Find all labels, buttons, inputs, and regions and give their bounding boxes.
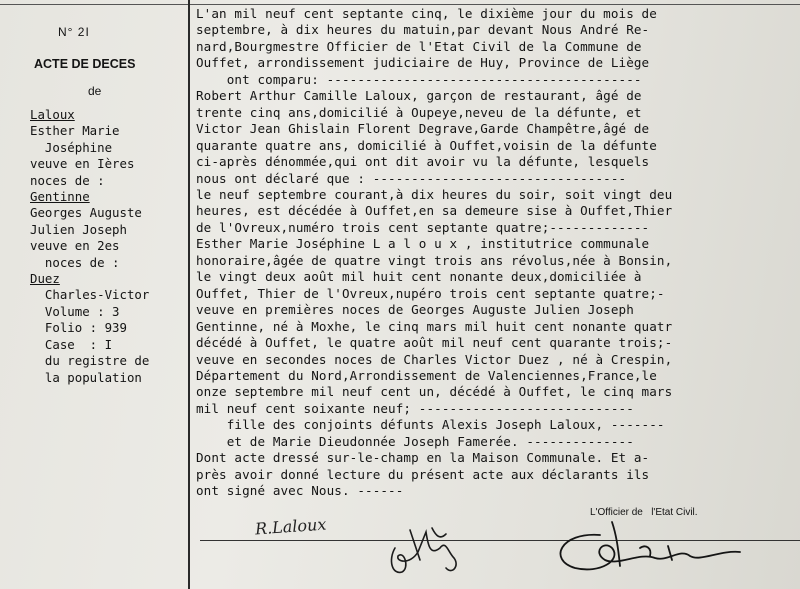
margin-line: Gentinne xyxy=(30,189,90,205)
body-line: heures, est décédée à Ouffet,en sa demeure sise à Ouffet,Thier xyxy=(196,203,673,219)
body-line: décédé à Ouffet, le quatre août mil neuf cent quarante trois;- xyxy=(196,335,673,351)
body-line: Robert Arthur Camille Laloux, garçon de restaurant, âgé de xyxy=(196,88,642,104)
margin-line: veuve en 2es xyxy=(30,238,120,254)
body-line: Gentinne, né à Moxhe, le cinq mars mil huit cent nonante quatr xyxy=(196,318,673,334)
margin-line: Laloux xyxy=(30,107,75,122)
body-line: Esther Marie Joséphine L a l o u x , institutrice communale xyxy=(196,236,650,252)
margin-line: veuve en Ières xyxy=(30,156,135,172)
margin-line: noces de : xyxy=(30,172,105,188)
body-line: mil neuf cent soixante neuf; ---------------------------- xyxy=(196,400,634,416)
act-number: N° 2I xyxy=(58,25,90,39)
body-line: le vingt deux août mil huit cent nonante deux,domiciliée à xyxy=(196,269,642,285)
body-line: et de Marie Dieudonnée Joseph Famerée. -------------- xyxy=(196,433,634,449)
act-title-de: de xyxy=(88,84,102,98)
signature-laloux: R.Laloux xyxy=(254,514,327,539)
body-line: honoraire,âgée de quatre vingt trois ans révolus,née à Bonsin, xyxy=(196,252,673,268)
margin-line: Folio : 939 xyxy=(30,320,127,336)
body-line: Dont acte dressé sur-le-champ en la Maison Communale. Et a- xyxy=(196,450,650,466)
body-line: Département du Nord,Arrondissement de Valenciennes,France,le xyxy=(196,367,657,383)
signature-officer xyxy=(560,522,740,569)
body-line: quarante quatre ans, domicilié à Ouffet,voisin de la défunte xyxy=(196,137,657,153)
body-line: ont comparu: ----------------------------------------- xyxy=(196,71,642,87)
margin-line: du registre de xyxy=(30,353,150,369)
body-line: septembre, à dix heures du matuin,par devant Nous André Re- xyxy=(196,22,650,38)
body-line: de l'Ovreux,numéro trois cent septante quatre;------------- xyxy=(196,219,650,235)
margin-line: Charles-Victor xyxy=(30,287,150,303)
margin-line: Duez xyxy=(30,271,60,287)
body-line: L'an mil neuf cent septante cinq, le dixième jour du mois de xyxy=(196,6,657,21)
body-line: ci-après dénommée,qui ont dit avoir vu la défunte, lesquels xyxy=(196,154,650,170)
margin-line: Georges Auguste xyxy=(30,205,142,221)
body-line: nous ont déclaré que : --------------------------------- xyxy=(196,170,627,186)
body-line: fille des conjoints défunts Alexis Joseph Laloux, ------- xyxy=(196,417,665,433)
body-line: nard,Bourgmestre Officier de l'Etat Civil de la Commune de xyxy=(196,38,642,54)
body-line: ont signé avec Nous. ------ xyxy=(196,483,404,499)
body-line: Ouffet, arrondissement judiciaire de Huy, Province de Liège xyxy=(196,55,650,71)
margin-line: la population xyxy=(30,369,142,385)
officer-label: L'Officier de l'Etat Civil. xyxy=(590,507,698,518)
act-title: ACTE DE DECES xyxy=(34,57,136,71)
body-line: Ouffet, Thier de l'Ovreux,nupéro trois cent septante quatre;- xyxy=(196,285,665,301)
margin-line: Volume : 3 xyxy=(30,303,120,319)
margin-line: Joséphine xyxy=(30,139,113,155)
margin-line: Julien Joseph xyxy=(30,221,127,237)
margin-line: noces de : xyxy=(30,254,120,270)
body-line: le neuf septembre courant,à dix heures du soir, soit vingt deu xyxy=(196,186,673,202)
body-line: Victor Jean Ghislain Florent Degrave,Garde Champêtre,âgé de xyxy=(196,121,650,137)
signature-degrave xyxy=(391,528,456,572)
body-line: onze septembre mil neuf cent un, décédé à Ouffet, le cinq mars xyxy=(196,384,673,400)
body-line: veuve en secondes noces de Charles Victor Duez , né à Crespin, xyxy=(196,351,673,367)
body-line: près avoir donné lecture du présent acte aux déclarants ils xyxy=(196,466,650,482)
body-line: trente cinq ans,domicilié à Oupeye,neveu de la défunte, et xyxy=(196,104,642,120)
margin-line: Case : I xyxy=(30,336,113,352)
body-line: veuve en premières noces de Georges Auguste Julien Joseph xyxy=(196,302,634,318)
margin-line: Esther Marie xyxy=(30,123,120,139)
